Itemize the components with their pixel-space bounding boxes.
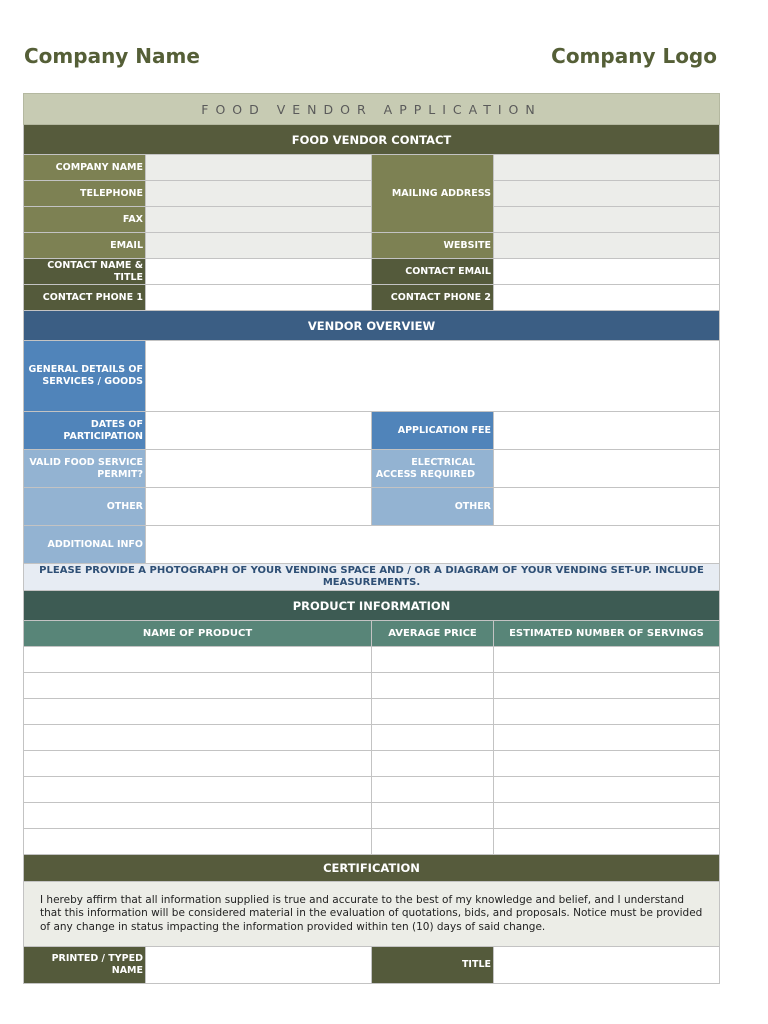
- product-price-cell[interactable]: [372, 829, 494, 855]
- additional-info-label: ADDITIONAL INFO: [24, 526, 146, 564]
- other-right-label: OTHER: [372, 488, 494, 526]
- printed-name-label: PRINTED / TYPED NAME: [24, 947, 146, 984]
- application-table: [23, 93, 720, 984]
- mailing-address-label: MAILING ADDRESS: [372, 155, 494, 233]
- product-price-cell[interactable]: [372, 673, 494, 699]
- email-label: EMAIL: [24, 233, 146, 259]
- company-name: Company Name: [24, 44, 200, 68]
- product-row: [24, 673, 720, 699]
- product-row: [24, 647, 720, 673]
- contact-email-label: CONTACT EMAIL: [372, 259, 494, 285]
- title-field[interactable]: [494, 947, 720, 984]
- product-servings-cell[interactable]: [494, 777, 720, 803]
- contact-name-title-field[interactable]: [146, 259, 372, 285]
- food-vendor-form: [23, 93, 719, 984]
- permit-field[interactable]: [146, 450, 372, 488]
- product-servings-cell[interactable]: [494, 699, 720, 725]
- other-left-label: OTHER: [24, 488, 146, 526]
- product-servings-cell[interactable]: [494, 803, 720, 829]
- product-row: [24, 803, 720, 829]
- product-row: [24, 751, 720, 777]
- product-price-cell[interactable]: [372, 777, 494, 803]
- average-price-header: AVERAGE PRICE: [372, 621, 494, 647]
- product-name-header: NAME OF PRODUCT: [24, 621, 372, 647]
- mailing-address-field-1[interactable]: [494, 155, 720, 181]
- product-name-cell[interactable]: [24, 829, 372, 855]
- servings-header: ESTIMATED NUMBER OF SERVINGS: [494, 621, 720, 647]
- contact-email-field[interactable]: [494, 259, 720, 285]
- product-servings-cell[interactable]: [494, 751, 720, 777]
- permit-label: VALID FOOD SERVICE PERMIT?: [24, 450, 146, 488]
- product-name-cell[interactable]: [24, 751, 372, 777]
- contact-phone-2-label: CONTACT PHONE 2: [372, 285, 494, 311]
- product-row: [24, 725, 720, 751]
- product-servings-cell[interactable]: [494, 647, 720, 673]
- general-details-label: GENERAL DETAILS OF SERVICES / GOODS: [24, 341, 146, 412]
- contact-section-title: FOOD VENDOR CONTACT: [24, 125, 720, 155]
- product-price-cell[interactable]: [372, 725, 494, 751]
- product-row: [24, 777, 720, 803]
- product-servings-cell[interactable]: [494, 725, 720, 751]
- product-row: [24, 699, 720, 725]
- other-right-field[interactable]: [494, 488, 720, 526]
- certification-text: I hereby affirm that all information supplied is true and accurate to the best of my knowledge and belief, and I understand that this information will be considered material in the evaluation of quotations, bids, and proposals. Notice must be provided of any change in status impacting the information provided within ten (10) days of said change.: [24, 882, 720, 947]
- general-details-field[interactable]: [146, 341, 720, 412]
- dates-label: DATES OF PARTICIPATION: [24, 412, 146, 450]
- contact-phone-2-field[interactable]: [494, 285, 720, 311]
- company-logo: Company Logo: [551, 44, 717, 68]
- overview-section-title: VENDOR OVERVIEW: [24, 311, 720, 341]
- additional-info-field[interactable]: [146, 526, 720, 564]
- product-name-cell[interactable]: [24, 803, 372, 829]
- certification-section-title: CERTIFICATION: [24, 855, 720, 882]
- company-name-label: COMPANY NAME: [24, 155, 146, 181]
- photo-note: PLEASE PROVIDE A PHOTOGRAPH OF YOUR VENDING SPACE AND / OR A DIAGRAM OF YOUR VENDING SET-UP. INCLUDE MEASUREMENTS.: [24, 564, 720, 591]
- fax-field[interactable]: [146, 207, 372, 233]
- telephone-field[interactable]: [146, 181, 372, 207]
- electrical-label: ELECTRICAL ACCESS REQUIRED: [372, 450, 494, 488]
- product-servings-cell[interactable]: [494, 673, 720, 699]
- product-price-cell[interactable]: [372, 803, 494, 829]
- product-name-cell[interactable]: [24, 673, 372, 699]
- contact-phone-1-label: CONTACT PHONE 1: [24, 285, 146, 311]
- product-name-cell[interactable]: [24, 647, 372, 673]
- contact-name-title-label: CONTACT NAME & TITLE: [24, 259, 146, 285]
- product-section-title: PRODUCT INFORMATION: [24, 591, 720, 621]
- mailing-address-field-3[interactable]: [494, 207, 720, 233]
- company-name-field[interactable]: [146, 155, 372, 181]
- other-left-field[interactable]: [146, 488, 372, 526]
- website-field[interactable]: [494, 233, 720, 259]
- product-servings-cell[interactable]: [494, 829, 720, 855]
- product-row: [24, 829, 720, 855]
- product-name-cell[interactable]: [24, 699, 372, 725]
- product-name-cell[interactable]: [24, 725, 372, 751]
- telephone-label: TELEPHONE: [24, 181, 146, 207]
- dates-field[interactable]: [146, 412, 372, 450]
- product-name-cell[interactable]: [24, 777, 372, 803]
- website-label: WEBSITE: [372, 233, 494, 259]
- application-fee-label: APPLICATION FEE: [372, 412, 494, 450]
- application-fee-field[interactable]: [494, 412, 720, 450]
- email-field[interactable]: [146, 233, 372, 259]
- product-price-cell[interactable]: [372, 699, 494, 725]
- product-price-cell[interactable]: [372, 751, 494, 777]
- electrical-field[interactable]: [494, 450, 720, 488]
- form-title: FOOD VENDOR APPLICATION: [24, 94, 720, 125]
- contact-phone-1-field[interactable]: [146, 285, 372, 311]
- fax-label: FAX: [24, 207, 146, 233]
- product-price-cell[interactable]: [372, 647, 494, 673]
- printed-name-field[interactable]: [146, 947, 372, 984]
- title-label: TITLE: [372, 947, 494, 984]
- mailing-address-field-2[interactable]: [494, 181, 720, 207]
